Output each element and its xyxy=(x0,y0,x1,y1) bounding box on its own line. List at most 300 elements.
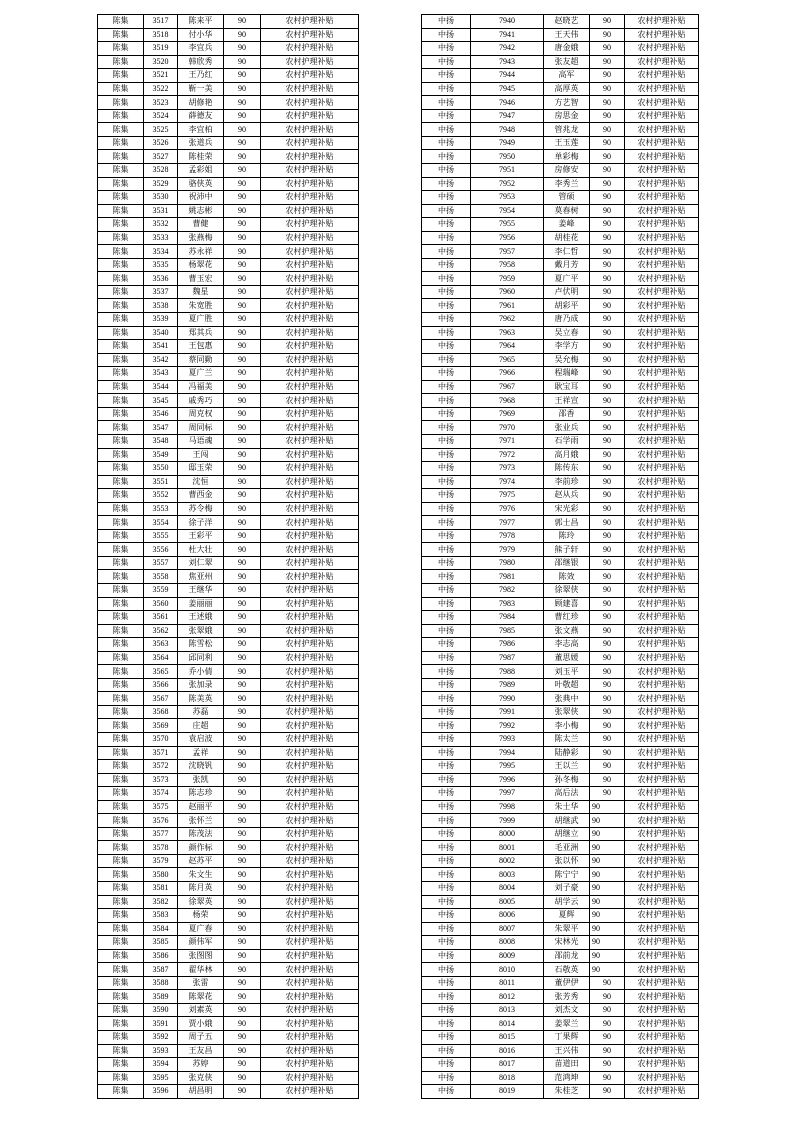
serial-cell: 8005 xyxy=(471,895,544,909)
serial-cell: 3545 xyxy=(144,394,178,408)
serial-cell: 3549 xyxy=(144,448,178,462)
area-cell: 陈集 xyxy=(98,299,144,313)
subsidy-cell: 农村护理补贴 xyxy=(625,963,699,977)
amount-cell: 90 xyxy=(590,177,625,191)
table-row xyxy=(422,963,699,977)
serial-cell: 3588 xyxy=(144,976,178,990)
table-row xyxy=(98,841,359,855)
amount-cell: 90 xyxy=(224,732,261,746)
subsidy-cell: 农村护理补贴 xyxy=(261,28,359,42)
subsidy-table-left xyxy=(97,14,359,1099)
area-cell: 中扬 xyxy=(422,82,471,96)
table-row xyxy=(422,529,699,543)
table-row xyxy=(98,854,359,868)
subsidy-cell: 农村护理补贴 xyxy=(261,407,359,421)
table-row xyxy=(98,868,359,882)
area-cell: 中扬 xyxy=(422,678,471,692)
serial-cell: 3541 xyxy=(144,340,178,354)
name-cell: 苗道田 xyxy=(544,1058,590,1072)
name-cell: 房修安 xyxy=(544,164,590,178)
area-cell: 中扬 xyxy=(422,394,471,408)
area-cell: 中扬 xyxy=(422,665,471,679)
area-cell: 陈集 xyxy=(98,665,144,679)
area-cell: 陈集 xyxy=(98,177,144,191)
area-cell: 陈集 xyxy=(98,854,144,868)
amount-cell: 90 xyxy=(590,1003,625,1017)
table-row xyxy=(422,340,699,354)
amount-cell: 90 xyxy=(224,150,261,164)
subsidy-cell: 农村护理补贴 xyxy=(625,570,699,584)
amount-cell: 90 xyxy=(224,502,261,516)
name-cell: 陈效 xyxy=(544,570,590,584)
amount-cell: 90 xyxy=(224,882,261,896)
name-cell: 姜峰 xyxy=(544,218,590,232)
table-row xyxy=(422,556,699,570)
area-cell: 中扬 xyxy=(422,407,471,421)
amount-cell: 90 xyxy=(590,109,625,123)
subsidy-cell: 农村护理补贴 xyxy=(625,69,699,83)
amount-cell: 90 xyxy=(224,963,261,977)
area-cell: 中扬 xyxy=(422,529,471,543)
table-row xyxy=(98,638,359,652)
serial-cell: 8001 xyxy=(471,841,544,855)
serial-cell: 7975 xyxy=(471,489,544,503)
subsidy-cell: 农村护理补贴 xyxy=(625,1044,699,1058)
subsidy-cell: 农村护理补贴 xyxy=(261,841,359,855)
amount-cell: 90 xyxy=(590,529,625,543)
area-cell: 中扬 xyxy=(422,218,471,232)
subsidy-cell: 农村护理补贴 xyxy=(625,611,699,625)
serial-cell: 7982 xyxy=(471,583,544,597)
serial-cell: 7988 xyxy=(471,665,544,679)
area-cell: 中扬 xyxy=(422,489,471,503)
subsidy-cell: 农村护理补贴 xyxy=(625,868,699,882)
amount-cell: 90 xyxy=(590,380,625,394)
table-row xyxy=(98,570,359,584)
area-cell: 陈集 xyxy=(98,367,144,381)
serial-cell: 3520 xyxy=(144,55,178,69)
serial-cell: 3534 xyxy=(144,245,178,259)
serial-cell: 8015 xyxy=(471,1031,544,1045)
area-cell: 中扬 xyxy=(422,164,471,178)
table-row xyxy=(422,313,699,327)
amount-cell: 90 xyxy=(590,475,625,489)
name-cell: 陈太兰 xyxy=(544,732,590,746)
subsidy-cell: 农村护理补贴 xyxy=(625,340,699,354)
table-row xyxy=(98,109,359,123)
serial-cell: 7983 xyxy=(471,597,544,611)
area-cell: 中扬 xyxy=(422,448,471,462)
area-cell: 陈集 xyxy=(98,597,144,611)
name-cell: 顾建喜 xyxy=(544,597,590,611)
table-row xyxy=(422,28,699,42)
area-cell: 陈集 xyxy=(98,489,144,503)
subsidy-cell: 农村护理补贴 xyxy=(261,1058,359,1072)
area-cell: 中扬 xyxy=(422,1071,471,1085)
table-row xyxy=(98,895,359,909)
subsidy-cell: 农村护理补贴 xyxy=(625,665,699,679)
subsidy-table-right xyxy=(421,14,699,1099)
name-cell: 单彩梅 xyxy=(544,150,590,164)
serial-cell: 7986 xyxy=(471,638,544,652)
amount-cell: 90 xyxy=(224,123,261,137)
table-row xyxy=(98,705,359,719)
name-cell: 徐翠英 xyxy=(178,895,224,909)
serial-cell: 3561 xyxy=(144,611,178,625)
area-cell: 中扬 xyxy=(422,854,471,868)
name-cell: 刘素英 xyxy=(178,1003,224,1017)
amount-cell: 90 xyxy=(224,1085,261,1099)
table-row xyxy=(422,82,699,96)
amount-cell: 90 xyxy=(224,611,261,625)
area-cell: 陈集 xyxy=(98,96,144,110)
table-row xyxy=(98,909,359,923)
name-cell: 陈雪松 xyxy=(178,638,224,652)
amount-cell: 90 xyxy=(224,164,261,178)
subsidy-cell: 农村护理补贴 xyxy=(261,164,359,178)
amount-cell: 90 xyxy=(224,922,261,936)
name-cell: 蔡同勤 xyxy=(178,353,224,367)
table-row xyxy=(98,773,359,787)
subsidy-cell: 农村护理补贴 xyxy=(625,692,699,706)
table-row xyxy=(98,475,359,489)
subsidy-cell: 农村护理补贴 xyxy=(261,434,359,448)
subsidy-cell: 农村护理补贴 xyxy=(625,597,699,611)
name-cell: 杜大壮 xyxy=(178,543,224,557)
name-cell: 乔小倩 xyxy=(178,665,224,679)
serial-cell: 7973 xyxy=(471,462,544,476)
table-row xyxy=(422,611,699,625)
serial-cell: 3557 xyxy=(144,556,178,570)
amount-cell: 90 xyxy=(590,597,625,611)
amount-cell: 90 xyxy=(590,1058,625,1072)
table-row xyxy=(98,28,359,42)
area-cell: 陈集 xyxy=(98,570,144,584)
subsidy-cell: 农村护理补贴 xyxy=(261,313,359,327)
table-row xyxy=(422,326,699,340)
amount-cell: 90 xyxy=(590,434,625,448)
name-cell: 董伊伊 xyxy=(544,976,590,990)
area-cell: 陈集 xyxy=(98,15,144,29)
table-row xyxy=(98,827,359,841)
subsidy-cell: 农村护理补贴 xyxy=(625,407,699,421)
amount-cell: 90 xyxy=(590,583,625,597)
area-cell: 陈集 xyxy=(98,556,144,570)
amount-cell: 90 xyxy=(590,502,625,516)
area-cell: 陈集 xyxy=(98,1085,144,1099)
subsidy-cell: 农村护理补贴 xyxy=(261,746,359,760)
amount-cell: 90 xyxy=(590,976,625,990)
name-cell: 耿宝耳 xyxy=(544,380,590,394)
subsidy-cell: 农村护理补贴 xyxy=(261,272,359,286)
serial-cell: 7964 xyxy=(471,340,544,354)
area-cell: 陈集 xyxy=(98,136,144,150)
amount-cell: 90 xyxy=(224,516,261,530)
amount-cell: 90 xyxy=(590,82,625,96)
amount-cell: 90 xyxy=(590,909,625,923)
table-row xyxy=(422,882,699,896)
serial-cell: 3582 xyxy=(144,895,178,909)
name-cell: 孙冬梅 xyxy=(544,773,590,787)
subsidy-cell: 农村护理补贴 xyxy=(625,1017,699,1031)
area-cell: 陈集 xyxy=(98,258,144,272)
table-row xyxy=(422,231,699,245)
amount-cell: 90 xyxy=(224,814,261,828)
amount-cell: 90 xyxy=(224,109,261,123)
area-cell: 陈集 xyxy=(98,434,144,448)
serial-cell: 7954 xyxy=(471,204,544,218)
name-cell: 戚秀巧 xyxy=(178,394,224,408)
amount-cell: 90 xyxy=(590,936,625,950)
area-cell: 陈集 xyxy=(98,583,144,597)
name-cell: 张以怀 xyxy=(544,854,590,868)
serial-cell: 3556 xyxy=(144,543,178,557)
name-cell: 胡学云 xyxy=(544,895,590,909)
name-cell: 王闯 xyxy=(178,448,224,462)
area-cell: 陈集 xyxy=(98,1058,144,1072)
area-cell: 中扬 xyxy=(422,123,471,137)
amount-cell: 90 xyxy=(224,692,261,706)
subsidy-cell: 农村护理补贴 xyxy=(625,502,699,516)
subsidy-cell: 农村护理补贴 xyxy=(625,489,699,503)
subsidy-cell: 农村护理补贴 xyxy=(261,854,359,868)
table-row xyxy=(422,773,699,787)
serial-cell: 3539 xyxy=(144,313,178,327)
name-cell: 曹健 xyxy=(178,218,224,232)
name-cell: 胡昌明 xyxy=(178,1085,224,1099)
amount-cell: 90 xyxy=(224,475,261,489)
subsidy-cell: 农村护理补贴 xyxy=(261,692,359,706)
area-cell: 陈集 xyxy=(98,1017,144,1031)
amount-cell: 90 xyxy=(590,69,625,83)
subsidy-cell: 农村护理补贴 xyxy=(625,990,699,1004)
serial-cell: 3571 xyxy=(144,746,178,760)
area-cell: 陈集 xyxy=(98,732,144,746)
table-row xyxy=(98,434,359,448)
amount-cell: 90 xyxy=(224,380,261,394)
amount-cell: 90 xyxy=(224,367,261,381)
area-cell: 陈集 xyxy=(98,841,144,855)
name-cell: 李志高 xyxy=(544,638,590,652)
amount-cell: 90 xyxy=(590,150,625,164)
table-row xyxy=(422,949,699,963)
amount-cell: 90 xyxy=(590,949,625,963)
table-row xyxy=(98,543,359,557)
serial-cell: 8013 xyxy=(471,1003,544,1017)
subsidy-cell: 农村护理补贴 xyxy=(625,1085,699,1099)
subsidy-cell: 农村护理补贴 xyxy=(261,69,359,83)
amount-cell: 90 xyxy=(224,624,261,638)
serial-cell: 7999 xyxy=(471,814,544,828)
serial-cell: 3560 xyxy=(144,597,178,611)
subsidy-cell: 农村护理补贴 xyxy=(261,258,359,272)
amount-cell: 90 xyxy=(224,895,261,909)
name-cell: 魏星 xyxy=(178,285,224,299)
name-cell: 周同标 xyxy=(178,421,224,435)
area-cell: 中扬 xyxy=(422,299,471,313)
table-row xyxy=(98,204,359,218)
name-cell: 石学雨 xyxy=(544,434,590,448)
serial-cell: 7987 xyxy=(471,651,544,665)
table-row xyxy=(422,854,699,868)
subsidy-cell: 农村护理补贴 xyxy=(625,380,699,394)
table-row xyxy=(98,1071,359,1085)
subsidy-cell: 农村护理补贴 xyxy=(261,570,359,584)
serial-cell: 7998 xyxy=(471,800,544,814)
subsidy-cell: 农村护理补贴 xyxy=(261,285,359,299)
amount-cell: 90 xyxy=(590,353,625,367)
name-cell: 邵前龙 xyxy=(544,949,590,963)
area-cell: 中扬 xyxy=(422,353,471,367)
amount-cell: 90 xyxy=(590,882,625,896)
table-row xyxy=(98,597,359,611)
table-row xyxy=(422,638,699,652)
amount-cell: 90 xyxy=(224,136,261,150)
amount-cell: 90 xyxy=(224,936,261,950)
amount-cell: 90 xyxy=(224,299,261,313)
area-cell: 中扬 xyxy=(422,136,471,150)
name-cell: 邵继银 xyxy=(544,556,590,570)
name-cell: 管兆龙 xyxy=(544,123,590,137)
area-cell: 陈集 xyxy=(98,787,144,801)
name-cell: 唐乃成 xyxy=(544,313,590,327)
name-cell: 陈志珍 xyxy=(178,787,224,801)
name-cell: 董思媛 xyxy=(544,651,590,665)
table-row xyxy=(98,583,359,597)
serial-cell: 8006 xyxy=(471,909,544,923)
subsidy-cell: 农村护理补贴 xyxy=(261,882,359,896)
serial-cell: 7989 xyxy=(471,678,544,692)
subsidy-cell: 农村护理补贴 xyxy=(625,543,699,557)
table-row xyxy=(98,164,359,178)
table-row xyxy=(98,760,359,774)
serial-cell: 3564 xyxy=(144,651,178,665)
name-cell: 莫春树 xyxy=(544,204,590,218)
table-row xyxy=(98,882,359,896)
table-row xyxy=(98,746,359,760)
name-cell: 宋光彩 xyxy=(544,502,590,516)
subsidy-cell: 农村护理补贴 xyxy=(261,218,359,232)
amount-cell: 90 xyxy=(224,976,261,990)
amount-cell: 90 xyxy=(224,28,261,42)
amount-cell: 90 xyxy=(590,489,625,503)
area-cell: 陈集 xyxy=(98,55,144,69)
name-cell: 孟彩姐 xyxy=(178,164,224,178)
amount-cell: 90 xyxy=(590,543,625,557)
name-cell: 邸玉荣 xyxy=(178,462,224,476)
table-row xyxy=(422,380,699,394)
name-cell: 张友超 xyxy=(544,55,590,69)
serial-cell: 3565 xyxy=(144,665,178,679)
area-cell: 陈集 xyxy=(98,827,144,841)
serial-cell: 3550 xyxy=(144,462,178,476)
area-cell: 中扬 xyxy=(422,692,471,706)
subsidy-cell: 农村护理补贴 xyxy=(625,827,699,841)
amount-cell: 90 xyxy=(224,218,261,232)
name-cell: 朱文生 xyxy=(178,868,224,882)
table-row xyxy=(422,258,699,272)
table-row xyxy=(422,936,699,950)
serial-cell: 7985 xyxy=(471,624,544,638)
subsidy-cell: 农村护理补贴 xyxy=(625,516,699,530)
name-cell: 王包惠 xyxy=(178,340,224,354)
amount-cell: 90 xyxy=(224,841,261,855)
area-cell: 陈集 xyxy=(98,109,144,123)
serial-cell: 3538 xyxy=(144,299,178,313)
table-row xyxy=(98,218,359,232)
area-cell: 陈集 xyxy=(98,1044,144,1058)
area-cell: 中扬 xyxy=(422,909,471,923)
area-cell: 中扬 xyxy=(422,773,471,787)
table-row xyxy=(98,272,359,286)
serial-cell: 7971 xyxy=(471,434,544,448)
name-cell: 高后法 xyxy=(544,787,590,801)
name-cell: 方艺智 xyxy=(544,96,590,110)
table-row xyxy=(422,543,699,557)
name-cell: 宋林光 xyxy=(544,936,590,950)
table-row xyxy=(98,245,359,259)
area-cell: 中扬 xyxy=(422,556,471,570)
table-row xyxy=(98,150,359,164)
serial-cell: 7978 xyxy=(471,529,544,543)
name-cell: 陈来平 xyxy=(178,15,224,29)
subsidy-cell: 农村护理补贴 xyxy=(261,502,359,516)
amount-cell: 90 xyxy=(224,69,261,83)
area-cell: 陈集 xyxy=(98,245,144,259)
area-cell: 陈集 xyxy=(98,448,144,462)
name-cell: 高军 xyxy=(544,69,590,83)
serial-cell: 8004 xyxy=(471,882,544,896)
amount-cell: 90 xyxy=(590,665,625,679)
subsidy-cell: 农村护理补贴 xyxy=(625,1003,699,1017)
subsidy-cell: 农村护理补贴 xyxy=(625,638,699,652)
subsidy-cell: 农村护理补贴 xyxy=(261,15,359,29)
area-cell: 中扬 xyxy=(422,380,471,394)
name-cell: 王述娥 xyxy=(178,611,224,625)
amount-cell: 90 xyxy=(590,638,625,652)
amount-cell: 90 xyxy=(224,1003,261,1017)
name-cell: 陈传东 xyxy=(544,462,590,476)
serial-cell: 3572 xyxy=(144,760,178,774)
serial-cell: 3579 xyxy=(144,854,178,868)
name-cell: 苏令梅 xyxy=(178,502,224,516)
area-cell: 陈集 xyxy=(98,407,144,421)
name-cell: 苏永祥 xyxy=(178,245,224,259)
name-cell: 张业兵 xyxy=(544,421,590,435)
area-cell: 中扬 xyxy=(422,516,471,530)
name-cell: 张雷 xyxy=(178,976,224,990)
amount-cell: 90 xyxy=(224,191,261,205)
serial-cell: 7960 xyxy=(471,285,544,299)
subsidy-cell: 农村护理补贴 xyxy=(625,313,699,327)
subsidy-cell: 农村护理补贴 xyxy=(261,367,359,381)
table-row xyxy=(422,719,699,733)
area-cell: 中扬 xyxy=(422,841,471,855)
name-cell: 周克权 xyxy=(178,407,224,421)
subsidy-cell: 农村护理补贴 xyxy=(261,245,359,259)
serial-cell: 7945 xyxy=(471,82,544,96)
subsidy-cell: 农村护理补贴 xyxy=(261,1031,359,1045)
serial-cell: 8017 xyxy=(471,1058,544,1072)
subsidy-cell: 农村护理补贴 xyxy=(261,705,359,719)
subsidy-cell: 农村护理补贴 xyxy=(625,529,699,543)
table-row xyxy=(422,583,699,597)
subsidy-cell: 农村护理补贴 xyxy=(261,611,359,625)
subsidy-cell: 农村护理补贴 xyxy=(261,556,359,570)
area-cell: 陈集 xyxy=(98,705,144,719)
table-row xyxy=(422,69,699,83)
table-row xyxy=(98,611,359,625)
